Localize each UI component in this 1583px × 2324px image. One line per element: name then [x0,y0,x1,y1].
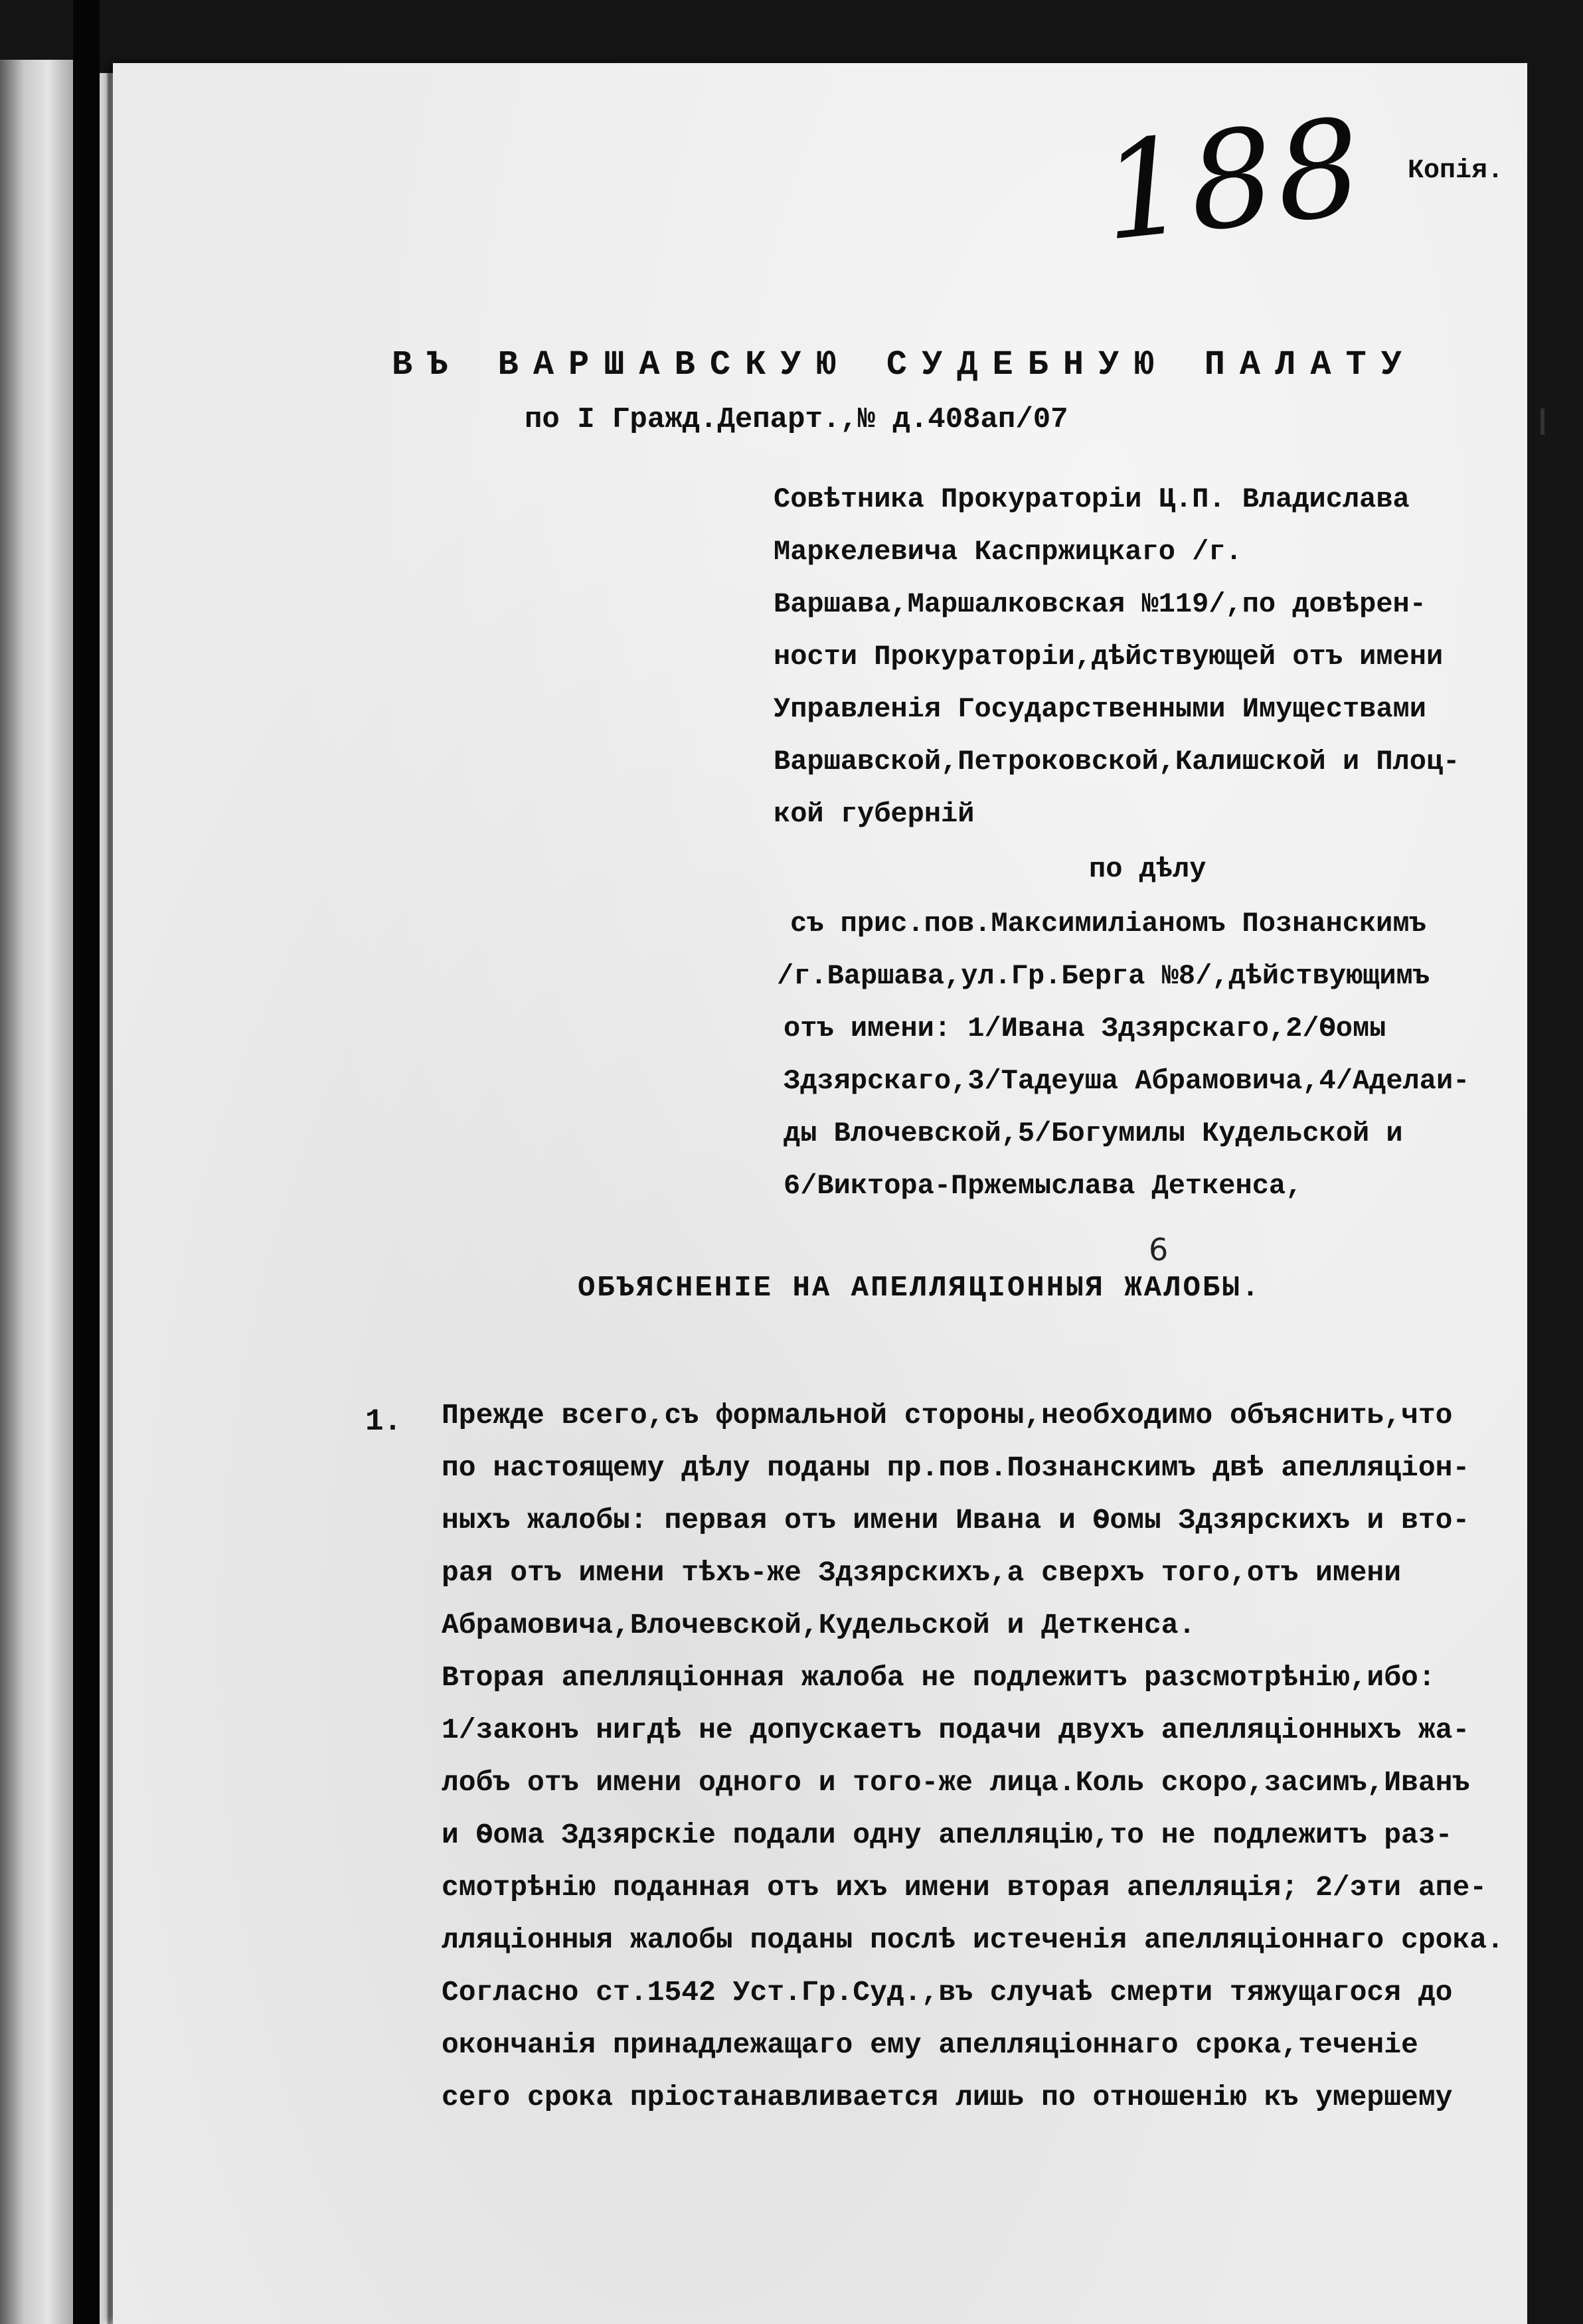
body-line: Прежде всего,съ формальной стороны,необходимо объяснить,что [442,1399,1453,1432]
addressee-line: Варшавской,Петроковской,Калишской и Плоц- [774,746,1460,778]
binding-spine [73,0,100,2324]
document-page [113,63,1527,2324]
party-line: /г.Варшава,ул.Гр.Берга №8/,дѣйствующимъ [777,960,1430,992]
body-line: 1/законъ нигдѣ не допускаетъ подачи двухъ апелляціонныхъ жа- [442,1714,1470,1746]
body-line: по настоящему дѣлу поданы пр.пов.Познанскимъ двѣ апелляціон- [442,1452,1470,1484]
folio-number: 188 [1094,90,1371,271]
addressee-line: Маркелевича Каспржицкаго /г. [774,536,1242,568]
body-line: окончанія принадлежащаго ему апелляціоннаго срока,теченіе [442,2029,1418,2061]
department-reference: по I Гражд.Департ.,№ д.408ап/07 [525,403,1068,436]
party-line: съ прис.пов.Максимиліаномъ Познанскимъ [790,908,1426,940]
addressee-line: ности Прокураторіи,дѣйствующей отъ имени [774,641,1444,673]
case-label: по дѣлу [1089,853,1207,885]
document-title: ОБЪЯСНЕНІЕ НА АПЕЛЛЯЦІОННЫЯ ЖАЛОБЫ. [578,1272,1262,1305]
previous-page-edge [0,60,80,2324]
addressee-line: Варшава,Маршалковская №119/,по довѣрен- [774,588,1426,620]
addressee-line: Управленія Государственными Имуществами [774,693,1426,725]
copy-label: Копія. [1408,156,1504,186]
party-line: отъ имени: 1/Ивана Здзярскаго,2/Ѳомы [784,1013,1386,1044]
addressee-line: кой губерній [774,798,975,830]
body-line: Согласно ст.1542 Уст.Гр.Суд.,въ случаѣ смерти тяжущагося до [442,1976,1453,2009]
addressee-line: Совѣтника Прокураторіи Ц.П. Владислава [774,483,1410,515]
party-line: 6/Виктора-Пржемыслава Деткенса, [784,1170,1303,1202]
court-heading: ВЪ ВАРШАВСКУЮ СУДЕБНУЮ ПАЛАТУ [392,345,1416,384]
party-line: ды Влочевской,5/Богумилы Кудельской и [784,1118,1403,1149]
body-line: и Ѳома Здзярскіе подали одну апелляцію,то не подлежитъ раз- [442,1819,1453,1851]
body-line: Вторая апелляціонная жалоба не подлежитъ разсмотрѣнію,ибо: [442,1661,1436,1694]
body-line: Абрамовича,Влочевской,Кудельской и Деткенса. [442,1609,1196,1641]
stray-mark: 6 [1149,1232,1169,1268]
body-line: смотрѣнію поданная отъ ихъ имени вторая апелляція; 2/эти апе- [442,1871,1487,1904]
body-line: лобъ отъ имени одного и того-же лица.Коль скоро,засимъ,Иванъ [442,1766,1470,1799]
body-line: сего срока пріостанавливается лишь по отношенію къ умершему [442,2081,1453,2114]
body-line: лляціонныя жалобы поданы послѣ истеченія апелляціоннаго срока. [442,1924,1504,1956]
body-line: ныхъ жалобы: первая отъ имени Ивана и Ѳомы Здзярскихъ и вто- [442,1504,1470,1536]
party-line: Здзярскаго,3/Тадеуша Абрамовича,4/Аделаи- [784,1065,1470,1097]
body-line: рая отъ имени тѣхъ-же Здзярскихъ,а сверхъ того,отъ имени [442,1556,1402,1589]
margin-mark [1541,408,1544,435]
section-number: 1. [365,1404,402,1439]
